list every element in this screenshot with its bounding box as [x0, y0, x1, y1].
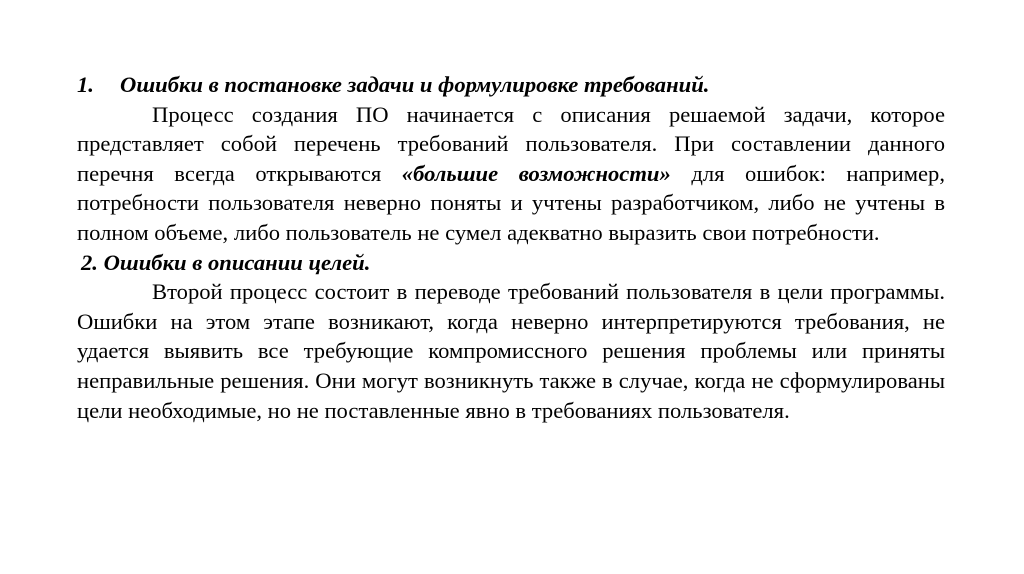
section-1-emphasis: «большие возможности»: [401, 160, 671, 186]
section-1-text-after: для ошибок: например, потребности пользователя неверно поняты и учтены разработчиком, либо не учтены в полном объеме, либо пользователь не сумел адекватно выразить свои потребности.: [77, 160, 945, 245]
section-1-paragraph: [77, 100, 945, 248]
section-2-paragraph: Второй процесс состоит в переводе требований пользователя в цели программы. Ошибки на этом этапе возникают, когда неверно интерпретируются требования, не удается выявить все требующие компромиссного решения проблемы или приняты неправильные решения. Они могут возникнуть также в случае, когда не сформулированы цели необходимые, но не поставленные явно в требованиях пользователя.: [77, 279, 945, 423]
section-1-number: 1.: [77, 72, 94, 97]
section-1-title: Ошибки в постановке задачи и формулировке требований.: [120, 72, 710, 97]
slide-text: [77, 70, 945, 425]
section-1-heading: [77, 70, 945, 100]
section-2-heading: 2. Ошибки в описании целей.: [81, 249, 371, 275]
section-1-text-before: Процесс создания ПО начинается с описания решаемой задачи, которое представляет собой перечень требований пользователя. При составлении данного перечня всегда открываются: [77, 101, 945, 186]
